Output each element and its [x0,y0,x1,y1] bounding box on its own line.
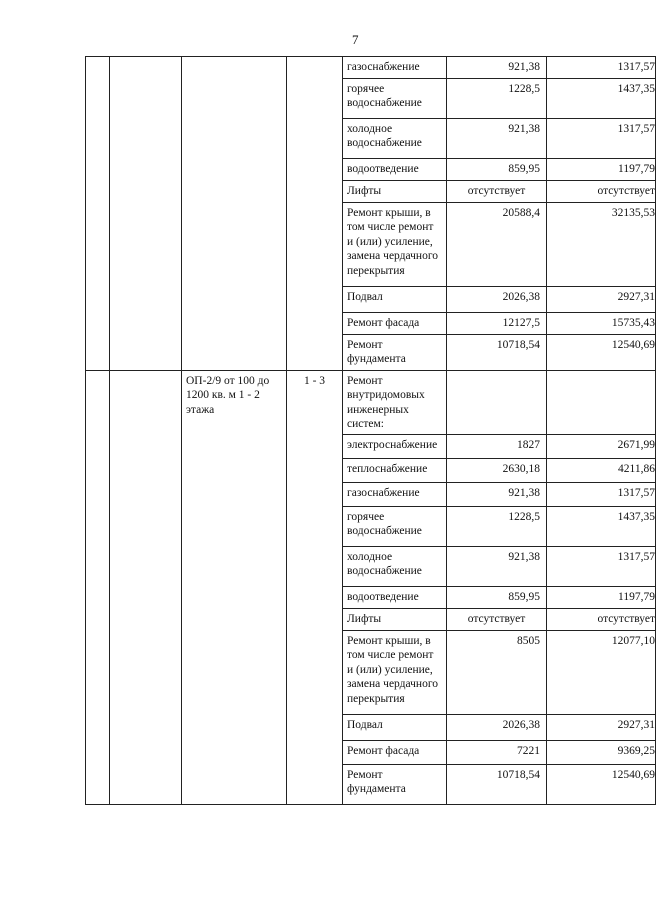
cost-limit-cell: 4211,86 [547,459,656,483]
cost-value-cell: 921,38 [447,483,547,507]
cost-limit-cell: 12540,69 [547,765,656,805]
cost-value-cell: 10718,54 [447,335,547,371]
col-blank-cell [110,371,182,805]
cost-value-cell: 859,95 [447,587,547,609]
work-type-cell: Подвал [343,287,447,313]
cost-value-cell: 1228,5 [447,79,547,119]
col-index-cell [86,57,110,371]
work-type-cell: Подвал [343,715,447,741]
work-type-cell: горячее водоснабжение [343,507,447,547]
work-type-cell: газоснабжение [343,57,447,79]
work-type-cell: Ремонт крыши, в том числе ремонт и (или) усиление, замена чердачного перекрытия [343,631,447,715]
work-type-cell: Ремонт фундамента [343,765,447,805]
cost-limit-cell: 1197,79 [547,159,656,181]
cost-value-cell: 20588,4 [447,203,547,287]
work-type-cell: Ремонт фундамента [343,335,447,371]
cost-value-cell: 10718,54 [447,765,547,805]
cost-value-cell: 921,38 [447,119,547,159]
cost-limit-cell: 2671,99 [547,435,656,459]
cost-value-cell: 921,38 [447,547,547,587]
cost-value-cell: 12127,5 [447,313,547,335]
category-cell [182,57,287,371]
cost-value-cell: 7221 [447,741,547,765]
page-number: 7 [352,32,359,47]
cost-value-cell: 2026,38 [447,715,547,741]
work-type-cell: электроснабжение [343,435,447,459]
cost-limit-cell: отсутствует [547,181,656,203]
cost-limit-cell: 1317,57 [547,483,656,507]
cost-limit-cell: 1437,35 [547,79,656,119]
work-type-cell: Ремонт фасада [343,741,447,765]
cost-limit-cell: 12540,69 [547,335,656,371]
cost-limit-cell: 2927,31 [547,287,656,313]
cost-value-cell [447,371,547,435]
cost-limit-cell: 1197,79 [547,587,656,609]
cost-limit-cell: 1317,57 [547,57,656,79]
cost-limit-cell: 1317,57 [547,547,656,587]
cost-limit-cell: 1317,57 [547,119,656,159]
work-type-cell: Лифты [343,181,447,203]
work-type-cell: теплоснабжение [343,459,447,483]
cost-limit-cell [547,371,656,435]
work-type-cell: водоотведение [343,587,447,609]
work-type-cell: водоотведение [343,159,447,181]
table-row [86,57,656,79]
floors-cell: 1 - 3 [287,371,343,805]
cost-limit-cell: 32135,53 [547,203,656,287]
cost-value-cell: 2630,18 [447,459,547,483]
work-type-cell: Лифты [343,609,447,631]
cost-limit-cell: 2927,31 [547,715,656,741]
work-type-cell: холодное водоснабжение [343,547,447,587]
cost-value-cell: 2026,38 [447,287,547,313]
work-type-cell: холодное водоснабжение [343,119,447,159]
cost-value-cell: отсутствует [447,609,547,631]
cost-limit-cell: 12077,10 [547,631,656,715]
work-type-cell: Ремонт фасада [343,313,447,335]
cost-limit-cell: 15735,43 [547,313,656,335]
cost-table [85,56,656,805]
work-type-cell: горячее водоснабжение [343,79,447,119]
work-type-cell: Ремонт внутридомовых инженерных систем: [343,371,447,435]
cost-value-cell: 8505 [447,631,547,715]
cost-limit-cell: 9369,25 [547,741,656,765]
cost-value-cell: 1827 [447,435,547,459]
floors-cell [287,57,343,371]
col-blank-cell [110,57,182,371]
cost-limit-cell: отсутствует [547,609,656,631]
cost-value-cell: отсутствует [447,181,547,203]
cost-value-cell: 859,95 [447,159,547,181]
col-index-cell [86,371,110,805]
cost-value-cell: 1228,5 [447,507,547,547]
cost-value-cell: 921,38 [447,57,547,79]
cost-limit-cell: 1437,35 [547,507,656,547]
work-type-cell: газоснабжение [343,483,447,507]
category-cell: ОП-2/9 от 100 до 1200 кв. м 1 - 2 этажа [182,371,287,805]
work-type-cell: Ремонт крыши, в том числе ремонт и (или) усиление, замена чердачного перекрытия [343,203,447,287]
table-row [86,371,656,435]
